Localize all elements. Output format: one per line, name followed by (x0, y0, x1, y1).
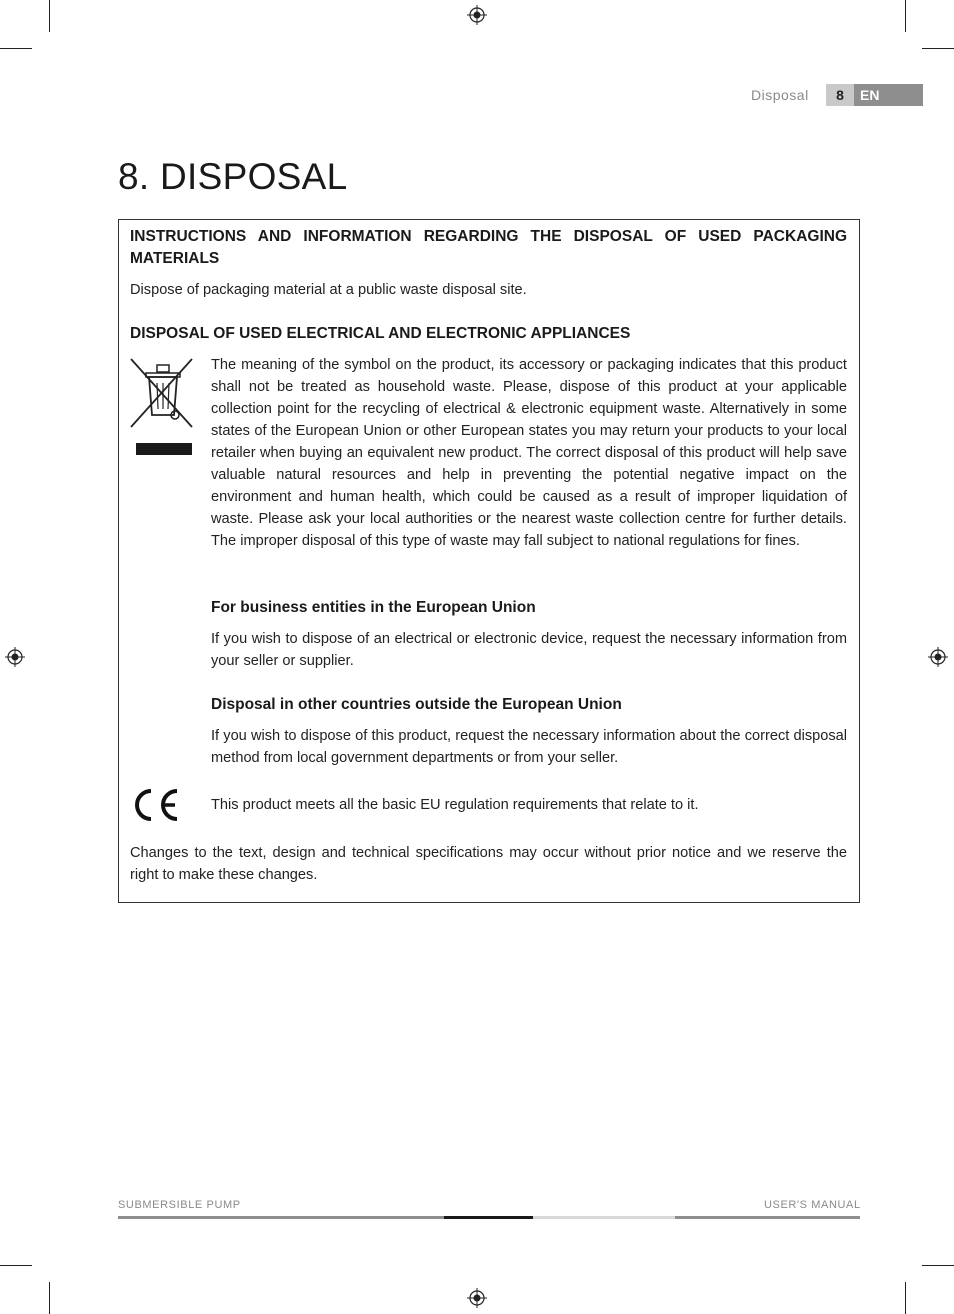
crop-mark (905, 0, 906, 32)
footer-document-type: USER'S MANUAL (764, 1199, 861, 1211)
footer-bar-segment (533, 1216, 675, 1219)
header-page-number: 8 (826, 84, 854, 106)
header-section-label: Disposal (751, 87, 809, 103)
registration-mark-icon (467, 5, 487, 25)
footer-product-name: SUBMERSIBLE PUMP (118, 1199, 241, 1211)
registration-mark-icon (5, 647, 25, 667)
registration-mark-icon (467, 1288, 487, 1308)
weee-crossed-bin-icon (130, 357, 194, 457)
page-title: 8. DISPOSAL (118, 156, 348, 197)
packaging-text: Dispose of packaging material at a public waste disposal site. (130, 282, 527, 298)
business-heading: For business entities in the European Union (211, 599, 536, 616)
packaging-heading: INSTRUCTIONS AND INFORMATION REGARDING THE DISPOSAL OF USED PACKAGING MATERIALS (130, 228, 847, 267)
registration-mark-icon (928, 647, 948, 667)
footer-bar-segment (675, 1216, 860, 1219)
footer-bar-segment (444, 1216, 533, 1219)
crop-mark (0, 48, 32, 49)
crop-mark (0, 1265, 32, 1266)
electrical-text: The meaning of the symbol on the product, its accessory or packaging indicates that this product shall not be treated as household waste. Please, dispose of this product at your applicable collection point for the recycling of electrical & electronic equipment waste. Alternatively in some states of the European Union or other European states you may return your products to your local retailer when buying an equivalent new product. The correct disposal of this product will help save valuable natural resources and help in preventing the potential negative impact on the environment and human health, which could be caused as a result of improper liquidation of waste. Please ask your local authorities or the nearest waste collection centre for further details. The improper disposal of this type of waste may fall subject to national regulations for fines. (211, 357, 847, 549)
crop-mark (49, 1282, 50, 1314)
other-countries-heading: Disposal in other countries outside the European Union (211, 696, 622, 713)
changes-text: Changes to the text, design and technical specifications may occur without prior notice and we reserve the right to make these changes. (130, 845, 847, 883)
ce-mark-icon (131, 787, 181, 823)
crop-mark (49, 0, 50, 32)
business-text: If you wish to dispose of an electrical or electronic device, request the necessary information from your seller or supplier. (211, 631, 847, 669)
header-language-tab: EN (854, 84, 923, 106)
other-countries-text: If you wish to dispose of this product, request the necessary information about the correct disposal method from local government departments or from your seller. (211, 728, 847, 766)
crop-mark (905, 1282, 906, 1314)
crop-mark (922, 48, 954, 49)
crop-mark (922, 1265, 954, 1266)
electrical-heading: DISPOSAL OF USED ELECTRICAL AND ELECTRONIC APPLIANCES (130, 325, 631, 342)
footer-bar-segment (118, 1216, 444, 1219)
ce-text: This product meets all the basic EU regulation requirements that relate to it. (211, 797, 699, 813)
